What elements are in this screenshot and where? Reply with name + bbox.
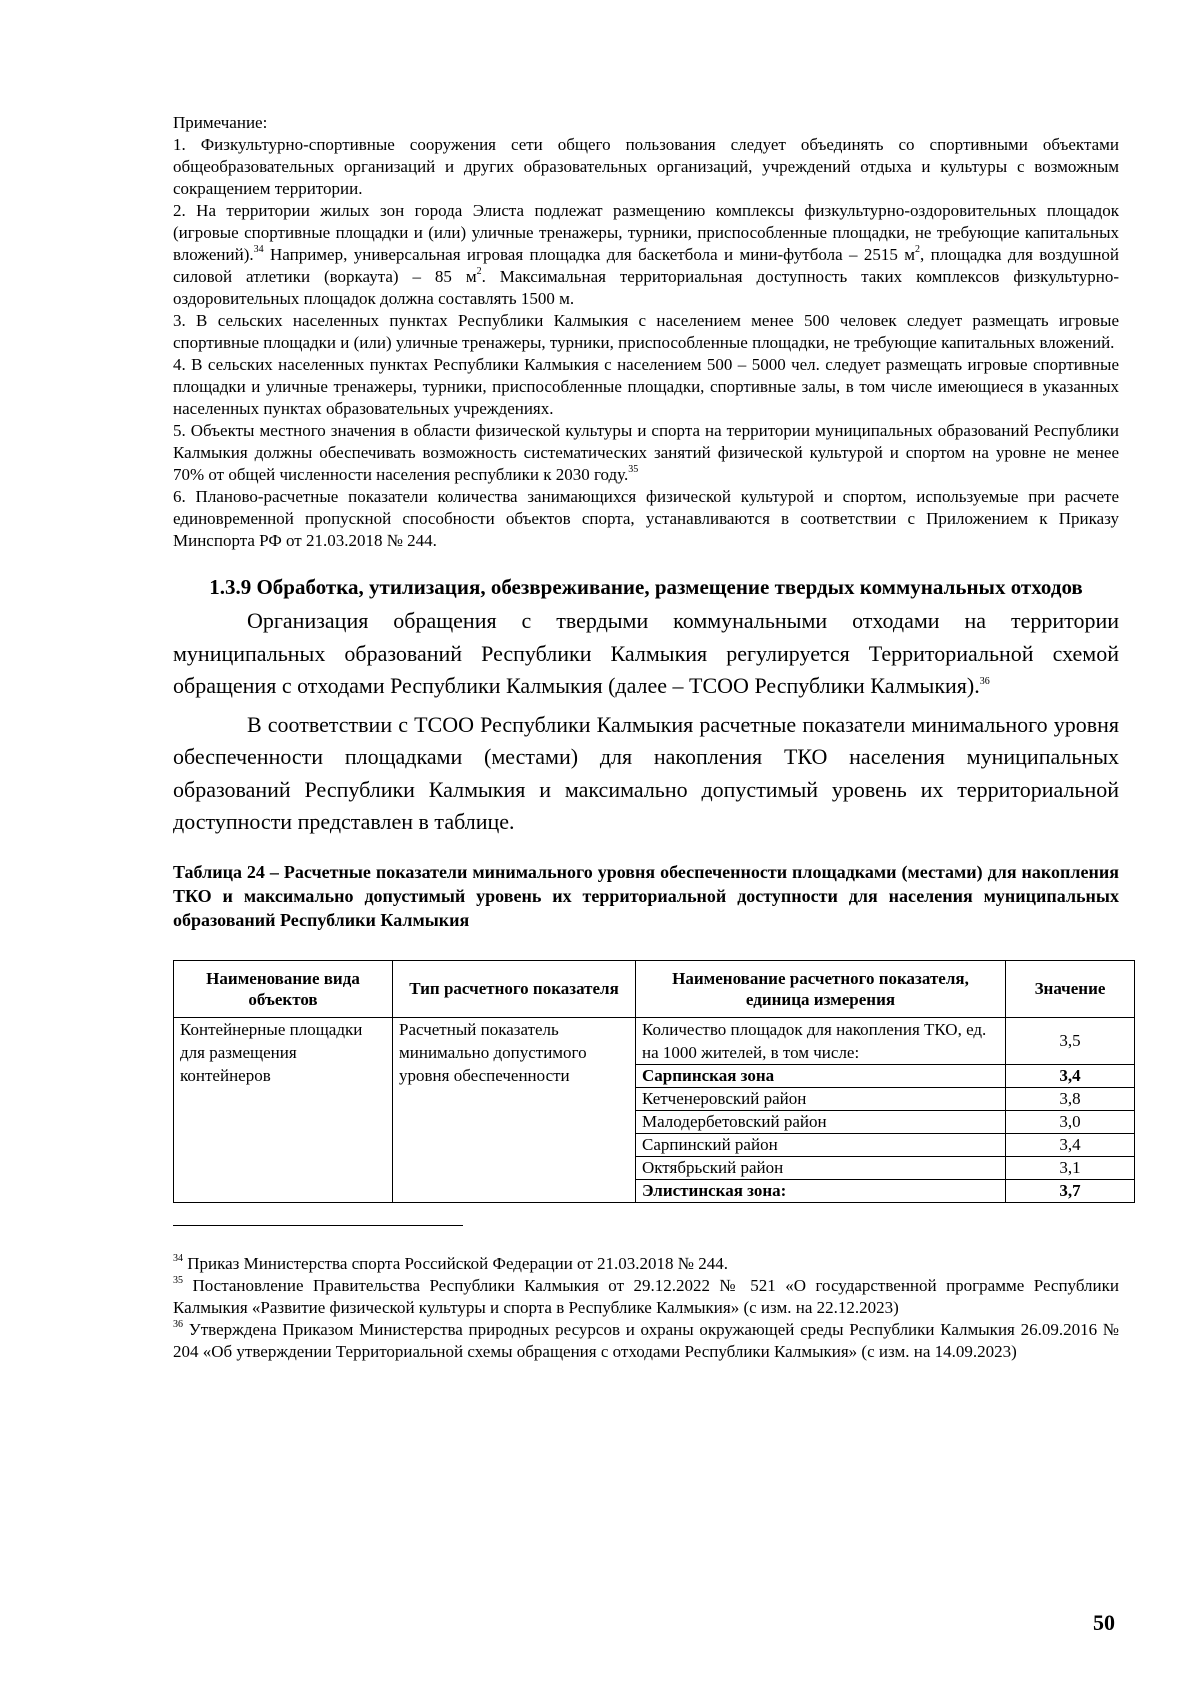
footnote-ref[interactable]: 35 xyxy=(628,464,639,476)
indicator-name-cell: Сарпинский район xyxy=(636,1133,1006,1156)
note-item-6: 6. Планово-расчетные показатели количества занимающихся физической культурой и спортом, используемые при расчете единовременной пропускной способности объектов спорта, устанавливаются в соответствии с Приложением к Приказу Минспорта РФ от 21.03.2018 № 244. xyxy=(173,487,1119,550)
table-caption: Таблица 24 – Расчетные показатели минимального уровня обеспеченности площадками (местами) для накопления ТКО и максимально допустимый уровень их территориальной доступности для населения муниципальных образований Республики Калмыкия xyxy=(173,861,1119,930)
footnote-separator xyxy=(173,1225,463,1226)
data-table xyxy=(173,960,1135,1203)
column-header: Тип расчетного показателя xyxy=(393,960,636,1017)
footnote-ref[interactable]: 34 xyxy=(253,244,264,256)
column-header: Значение xyxy=(1006,960,1135,1017)
section-heading: 1.3.9 Обработка, утилизация, обезвреживание, размещение твердых коммунальных отходов xyxy=(209,575,1083,599)
notes-title: Примечание: xyxy=(173,113,268,132)
footnote-ref[interactable]: 36 xyxy=(979,675,990,687)
table-header-row xyxy=(174,960,1135,1017)
indicator-name-cell: Элистинская зона: xyxy=(636,1179,1006,1202)
indicator-name-cell: Кетченеровский район xyxy=(636,1087,1006,1110)
notes-block xyxy=(173,112,1119,552)
body-paragraph: В соответствии с ТСОО Республики Калмыкия расчетные показатели минимального уровня обеспеченности площадками (местами) для накопления ТКО населения муниципальных образований Республики Калмыкия и максимально допустимый уровень их территориальной доступности представлен в таблице. xyxy=(173,711,1119,834)
column-header: Наименование расчетного показателя, единица измерения xyxy=(636,960,1006,1017)
indicator-name-cell: Октябрьский район xyxy=(636,1156,1006,1179)
indicator-type-cell: Расчетный показатель минимально допустимого уровня обеспеченности xyxy=(393,1017,636,1202)
page-number: 50 xyxy=(1093,1610,1115,1635)
indicator-name-cell: Малодербетовский район xyxy=(636,1110,1006,1133)
indicator-name-cell: Количество площадок для накопления ТКО, ед. на 1000 жителей, в том числе: xyxy=(636,1017,1006,1064)
footnote-36: $^{36}$ Утверждена Приказом Министерства природных ресурсов и охраны окружающей среды Республики Калмыкия 26.09.2016 № 204 «Об утверждении Территориальной схемы обращения с отходами Республики Калмыкия» (с изм. на 14.09.2023) xyxy=(173,1318,1119,1361)
value-cell: 3,7 xyxy=(1006,1179,1135,1202)
footnotes xyxy=(173,1253,1119,1363)
object-type-cell: Контейнерные площадки для размещения контейнеров xyxy=(174,1017,393,1202)
note-item-2: 2. На территории жилых зон города Элиста подлежат размещению комплексы физкультурно-оздоровительных площадок (игровые спортивные площадки и (или) уличные тренажеры, турники, приспособленные площадки, не требующие капитальных вложений).$^{34}$ Например, универсальная игровая площадка для баскетбола и мини-футбола – 2515 $м^2$, площадка для воздушной силовой атлетики (воркаута) – 85 $м^2$. Максимальная территориальная доступность таких комплексов физкультурно-оздоровительных площадок должна составлять 1500 м. xyxy=(173,201,1120,308)
value-cell: 3,8 xyxy=(1006,1087,1135,1110)
footnote-35: $^{35}$ Постановление Правительства Республики Калмыкия от 29.12.2022 № 521 «О государственной программе Республики Калмыкия «Развитие физической культуры и спорта в Республике Калмыкия» (с изм. на 22.12.2023) xyxy=(173,1274,1119,1317)
value-cell: 3,4 xyxy=(1006,1133,1135,1156)
note-item-4: 4. В сельских населенных пунктах Республики Калмыкия с населением 500 – 5000 чел. следует размещать игровые спортивные площадки и уличные тренажеры, турники, приспособленные площадки, спортивные залы, в том числе имеющиеся в указанных населенных пунктах образовательных учреждениях. xyxy=(173,355,1119,418)
footnote-34: $^{34}$ Приказ Министерства спорта Российской Федерации от 21.03.2018 № 244. xyxy=(173,1252,728,1273)
indicator-name-cell: Сарпинская зона xyxy=(636,1064,1006,1087)
body-paragraph: Организация обращения с твердыми коммунальными отходами на территории муниципальных образований Республики Калмыкия регулируется Территориальной схемой обращения с отходами Республики Калмыкия (далее – ТСОО Республики Калмыкия).$^{36}$ xyxy=(173,608,1119,698)
table-row xyxy=(174,1017,1135,1064)
value-cell: 3,5 xyxy=(1006,1017,1135,1064)
note-item-5: 5. Объекты местного значения в области физической культуры и спорта на территории муниципальных образований Республики Калмыкия должны обеспечивать возможность систематических занятий физической культурой и спортом на уровне не менее 70% от общей численности населения республики к 2030 году.$^{35}$ xyxy=(173,421,1119,484)
note-item-1: 1. Физкультурно-спортивные сооружения сети общего пользования следует объединять со спортивными объектами общеобразовательных организаций и других образовательных организаций, учреждений отдыха и культуры с возможным сокращением территории. xyxy=(173,135,1119,198)
value-cell: 3,0 xyxy=(1006,1110,1135,1133)
value-cell: 3,4 xyxy=(1006,1064,1135,1087)
value-cell: 3,1 xyxy=(1006,1156,1135,1179)
column-header: Наименование вида объектов xyxy=(174,960,393,1017)
note-item-3: 3. В сельских населенных пунктах Республики Калмыкия с населением менее 500 человек следует размещать игровые спортивные площадки и (или) уличные тренажеры, турники, приспособленные площадки, не требующие капитальных вложений. xyxy=(173,311,1119,352)
document-page xyxy=(173,112,1119,1363)
